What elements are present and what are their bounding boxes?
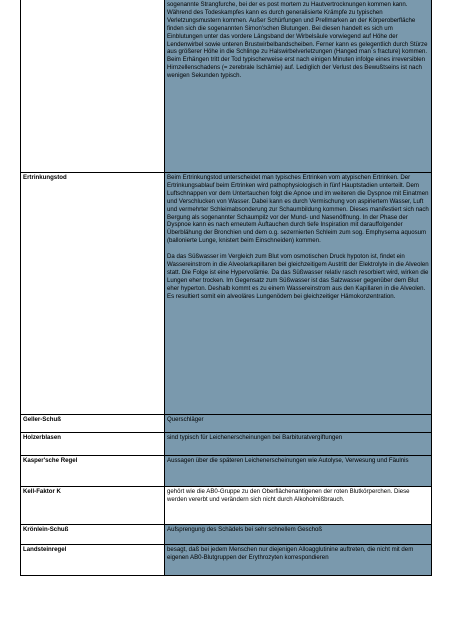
table-row <box>21 487 432 525</box>
definition-cell <box>165 173 432 415</box>
table-row <box>21 525 432 545</box>
definition-cell <box>165 525 432 545</box>
definition-text: Querschläger <box>167 416 204 423</box>
definition-text: Beim Ertrinkungstod unterscheidet man typisches Ertrinken vom atypischen Ertrinken. Der Ertrinkungsablauf beim Ertrinken wird pathophysiologisch in fünf Hauptstadien unterteilt. Dem Luftschnappen vor dem Untertauchen folgt die Apnoe und im weiteren die Dyspnoe mit Einatmen und Verschlucken von Wasser. Dabei kann es durch Vermischung von aspiriertem Wasser, Luft und vermehrter Schleimabsonderung zur Schaumbildung kommen. Dieses manifestiert sich nach Bergung als sogenannter Schaumpilz vor der Mund- und Nasenöffnung. In der Phase der Dyspnoe kann es nach erneutem Auftauchen durch tiefe Inspiration mit darauffolgender Überblähung der Bronchien und dem o.g. sezernierten Schleim zum sog. Emphysema aquosum (ballonierte Lunge, knistert beim Einschneiden) kommen. <box>167 174 429 245</box>
term-cell: Krönlein-Schuß <box>21 525 165 545</box>
paragraph-gap <box>167 245 429 253</box>
definition-text: Aufsprengung des Schädels bei sehr schnellem Geschoß <box>167 526 323 533</box>
table-row <box>21 545 432 576</box>
table-row <box>21 415 432 433</box>
term-cell: Geller-Schuß <box>21 415 165 433</box>
definition-cell <box>165 487 432 525</box>
definition-cell <box>165 456 432 487</box>
glossary-table <box>20 0 432 576</box>
definition-cell <box>165 415 432 433</box>
definition-text: sogenannte Strangfurche, bei der es post mortem zu Hautvertrocknungen kommen kann. Während des Todeskampfes kann es durch generalisierte Krämpfe zu typischen Verletzungsmustern kommen. Außer Schürfungen und Prellmarken an der Körperoberfläche finden sich die sogenannten Simon'schen Blutungen. Bei diesen handelt es sich um Einblutungen unter das vordere Längsband der Wirbelsäule vorwiegend auf Höhe der Lendenwirbel sowie unteren Brustwirbelbandscheiben. Ferner kann es gelegentlich durch Stürze aus größerer Höhe in die Schlinge zu Halswirbelverletzungen (Hanged man´s fracture) kommen. Beim Erhängen tritt der Tod typischerweise erst nach einigen Minuten infolge eines irreversiblen Hirnzellenschadens (= zerebrale Ischämie) auf. Lediglich der Verlust des Bewußtseins ist nach wenigen Sekunden typisch. <box>167 1 428 80</box>
table-row <box>21 433 432 456</box>
term-cell: Kasper'sche Regel <box>21 456 165 487</box>
definition-text: besagt, daß bei jedem Menschen nur diejenigen Alloagglutinine auftreten, die nicht mit dem eigenen AB0-Blutgruppen der Erythrozyten korrespondieren <box>167 546 414 561</box>
table-row <box>21 456 432 487</box>
table-row <box>21 173 432 415</box>
term-cell: Kell-Faktor K <box>21 487 165 525</box>
definition-text: sind typisch für Leichenerscheinungen bei Barbituratvergiftungen <box>167 434 343 441</box>
term-cell: Holzerblasen <box>21 433 165 456</box>
definition-text: Da das Süßwasser im Vergleich zum Blut vom osmotischen Druck hypoton ist, findet ein Wassereinstrom in die Alveolarkapillaren bei gleichzeitigem Austritt der Elektrolyte in die Alveolen statt. Die Folge ist eine Hypervolämie. Da das Süßwasser relativ rasch resorbiert wird, wirken die Lungen eher trocken. Im Gegensatz zum Süßwasser ist das Salzwasser gegenüber dem Blut eher hyperton. Deshalb kommt es zu einem Wassereinstrom aus den Kapillaren in die Alveolen. Es resultiert somit ein alveoläres Lungenödem bei gleichzeitiger Hämokonzentration. <box>167 253 429 300</box>
term-cell: Ertrinkungstod <box>21 173 165 415</box>
definition-cell <box>165 545 432 576</box>
term-cell <box>21 0 165 173</box>
definition-cell <box>165 0 432 173</box>
definition-text: gehört wie die AB0-Gruppe zu den Oberflächenantigenen der roten Blutkörperchen. Diese werden vererbt und verändern sich nicht durch Alkoholmißbrauch. <box>167 488 410 503</box>
table-row <box>21 0 432 173</box>
term-cell: Landsteinregel <box>21 545 165 576</box>
definition-cell <box>165 433 432 456</box>
definition-text: Aussagen über die späteren Leichenerscheinungen wie Autolyse, Verwesung und Fäulnis <box>167 457 409 464</box>
